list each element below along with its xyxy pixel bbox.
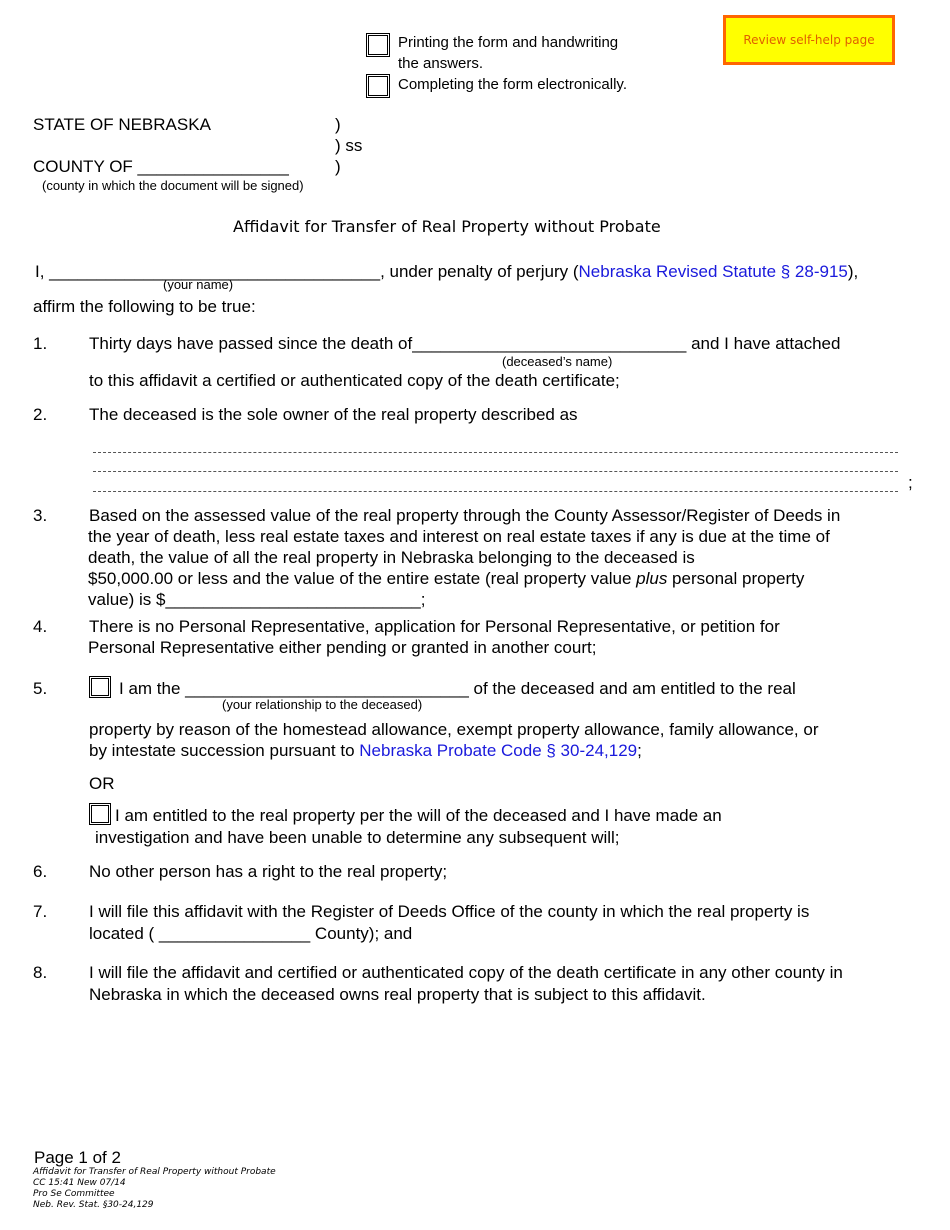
deceased-name-label: (deceased’s name) <box>502 354 613 369</box>
document-title: Affidavit for Transfer of Real Property without Probate <box>233 217 661 236</box>
or-label: OR <box>89 774 115 793</box>
footer-form-title: Affidavit for Transfer of Real Property without Probate <box>33 1167 276 1177</box>
footer-statute: Neb. Rev. Stat. §30-24,129 <box>33 1200 154 1210</box>
deceased-name-field[interactable]: Thirty days have passed since the death of_____________________________ and I have attached <box>89 334 841 353</box>
item-number-7: 7. <box>33 902 48 921</box>
affirm-text: affirm the following to be true: <box>33 297 256 316</box>
relationship-label: (your relationship to the deceased) <box>222 697 423 712</box>
print-option-checkbox[interactable] <box>366 33 390 57</box>
county-field[interactable]: COUNTY OF ________________ <box>33 157 289 176</box>
your-name-label: (your name) <box>163 277 234 292</box>
item-5-line-2: property by reason of the homestead allowance, exempt property allowance, family allowance, or <box>89 720 819 739</box>
property-description-line-3[interactable] <box>93 491 898 492</box>
item-number-8: 8. <box>33 963 48 982</box>
item-number-3: 3. <box>33 506 48 525</box>
relationship-field[interactable]: I am the ______________________________ of the deceased and am entitled to the real <box>119 679 796 698</box>
probate-code-30-24-129-link[interactable]: Nebraska Probate Code § 30-24,129 <box>359 741 638 760</box>
footer-form-code: CC 15:41 New 07/14 <box>33 1178 126 1188</box>
county-note: (county in which the document will be signed) <box>42 178 304 193</box>
electronic-option-label: Completing the form electronically. <box>398 76 627 93</box>
venue-paren-ss: ) ss <box>335 136 363 155</box>
item-8-line-1: I will file the affidavit and certified or authenticated copy of the death certificate in any other county in <box>89 963 843 982</box>
affiant-name-field[interactable]: I, ___________________________________, under penalty of perjury ( <box>35 262 579 281</box>
estate-value-field[interactable]: value) is $___________________________; <box>88 590 426 609</box>
property-description-line-1[interactable] <box>93 452 898 453</box>
item-7-line-1: I will file this affidavit with the Register of Deeds Office of the county in which the real property is <box>89 902 810 921</box>
item-3-line-3: death, the value of all the real property in Nebraska belonging to the deceased is <box>88 548 695 567</box>
item-3-line-2: the year of death, less real estate taxes and interest on real estate taxes if any is due at the time of <box>88 527 830 546</box>
property-description-line-2[interactable] <box>93 471 898 472</box>
filing-county-field[interactable]: located ( ________________ County); and <box>89 924 413 943</box>
print-option-label-line1: Printing the form and handwriting <box>398 34 619 51</box>
will-option-line-2: investigation and have been unable to determine any subsequent will; <box>95 828 620 847</box>
venue-paren-3: ) <box>335 157 341 176</box>
item-3-line-4: $50,000.00 or less and the value of the entire estate (real property value plus personal property <box>88 569 805 588</box>
item-5-line-3: by intestate succession pursuant to Nebraska Probate Code § 30-24,129; <box>89 741 642 760</box>
statute-28-915-link[interactable]: Nebraska Revised Statute § 28-915 <box>578 262 848 281</box>
will-checkbox[interactable] <box>89 803 111 825</box>
review-self-help-button[interactable]: Review self-help page <box>723 15 895 65</box>
item-8-line-2: Nebraska in which the deceased owns real property that is subject to this affidavit. <box>89 985 706 1004</box>
item-1-line-2: to this affidavit a certified or authenticated copy of the death certificate; <box>89 371 620 390</box>
item-4-line-2: Personal Representative either pending or granted in another court; <box>88 638 597 657</box>
item-2-semicolon: ; <box>908 473 913 492</box>
item-number-2: 2. <box>33 405 48 424</box>
venue-paren-1: ) <box>335 115 341 134</box>
item-3-line-1: Based on the assessed value of the real property through the County Assessor/Register of Deeds in <box>89 506 841 525</box>
item-6-text: No other person has a right to the real property; <box>89 862 448 881</box>
item-number-6: 6. <box>33 862 48 881</box>
will-option-line-1: I am entitled to the real property per the will of the deceased and I have made an <box>115 806 722 825</box>
electronic-option-checkbox[interactable] <box>366 74 390 98</box>
state-label: STATE OF NEBRASKA <box>33 115 211 134</box>
item-number-5: 5. <box>33 679 48 698</box>
print-option-label-line2: the answers. <box>398 55 484 72</box>
item-4-line-1: There is no Personal Representative, application for Personal Representative, or petition for <box>89 617 780 636</box>
affiant-statement: I, ___________________________________, under penalty of perjury (Nebraska Revised Statute § 28-915), <box>35 262 859 281</box>
page-number: Page 1 of 2 <box>34 1148 121 1167</box>
footer-committee: Pro Se Committee <box>33 1189 115 1199</box>
item-number-4: 4. <box>33 617 48 636</box>
item-2-text: The deceased is the sole owner of the real property described as <box>89 405 578 424</box>
item-number-1: 1. <box>33 334 48 353</box>
relationship-checkbox[interactable] <box>89 676 111 698</box>
